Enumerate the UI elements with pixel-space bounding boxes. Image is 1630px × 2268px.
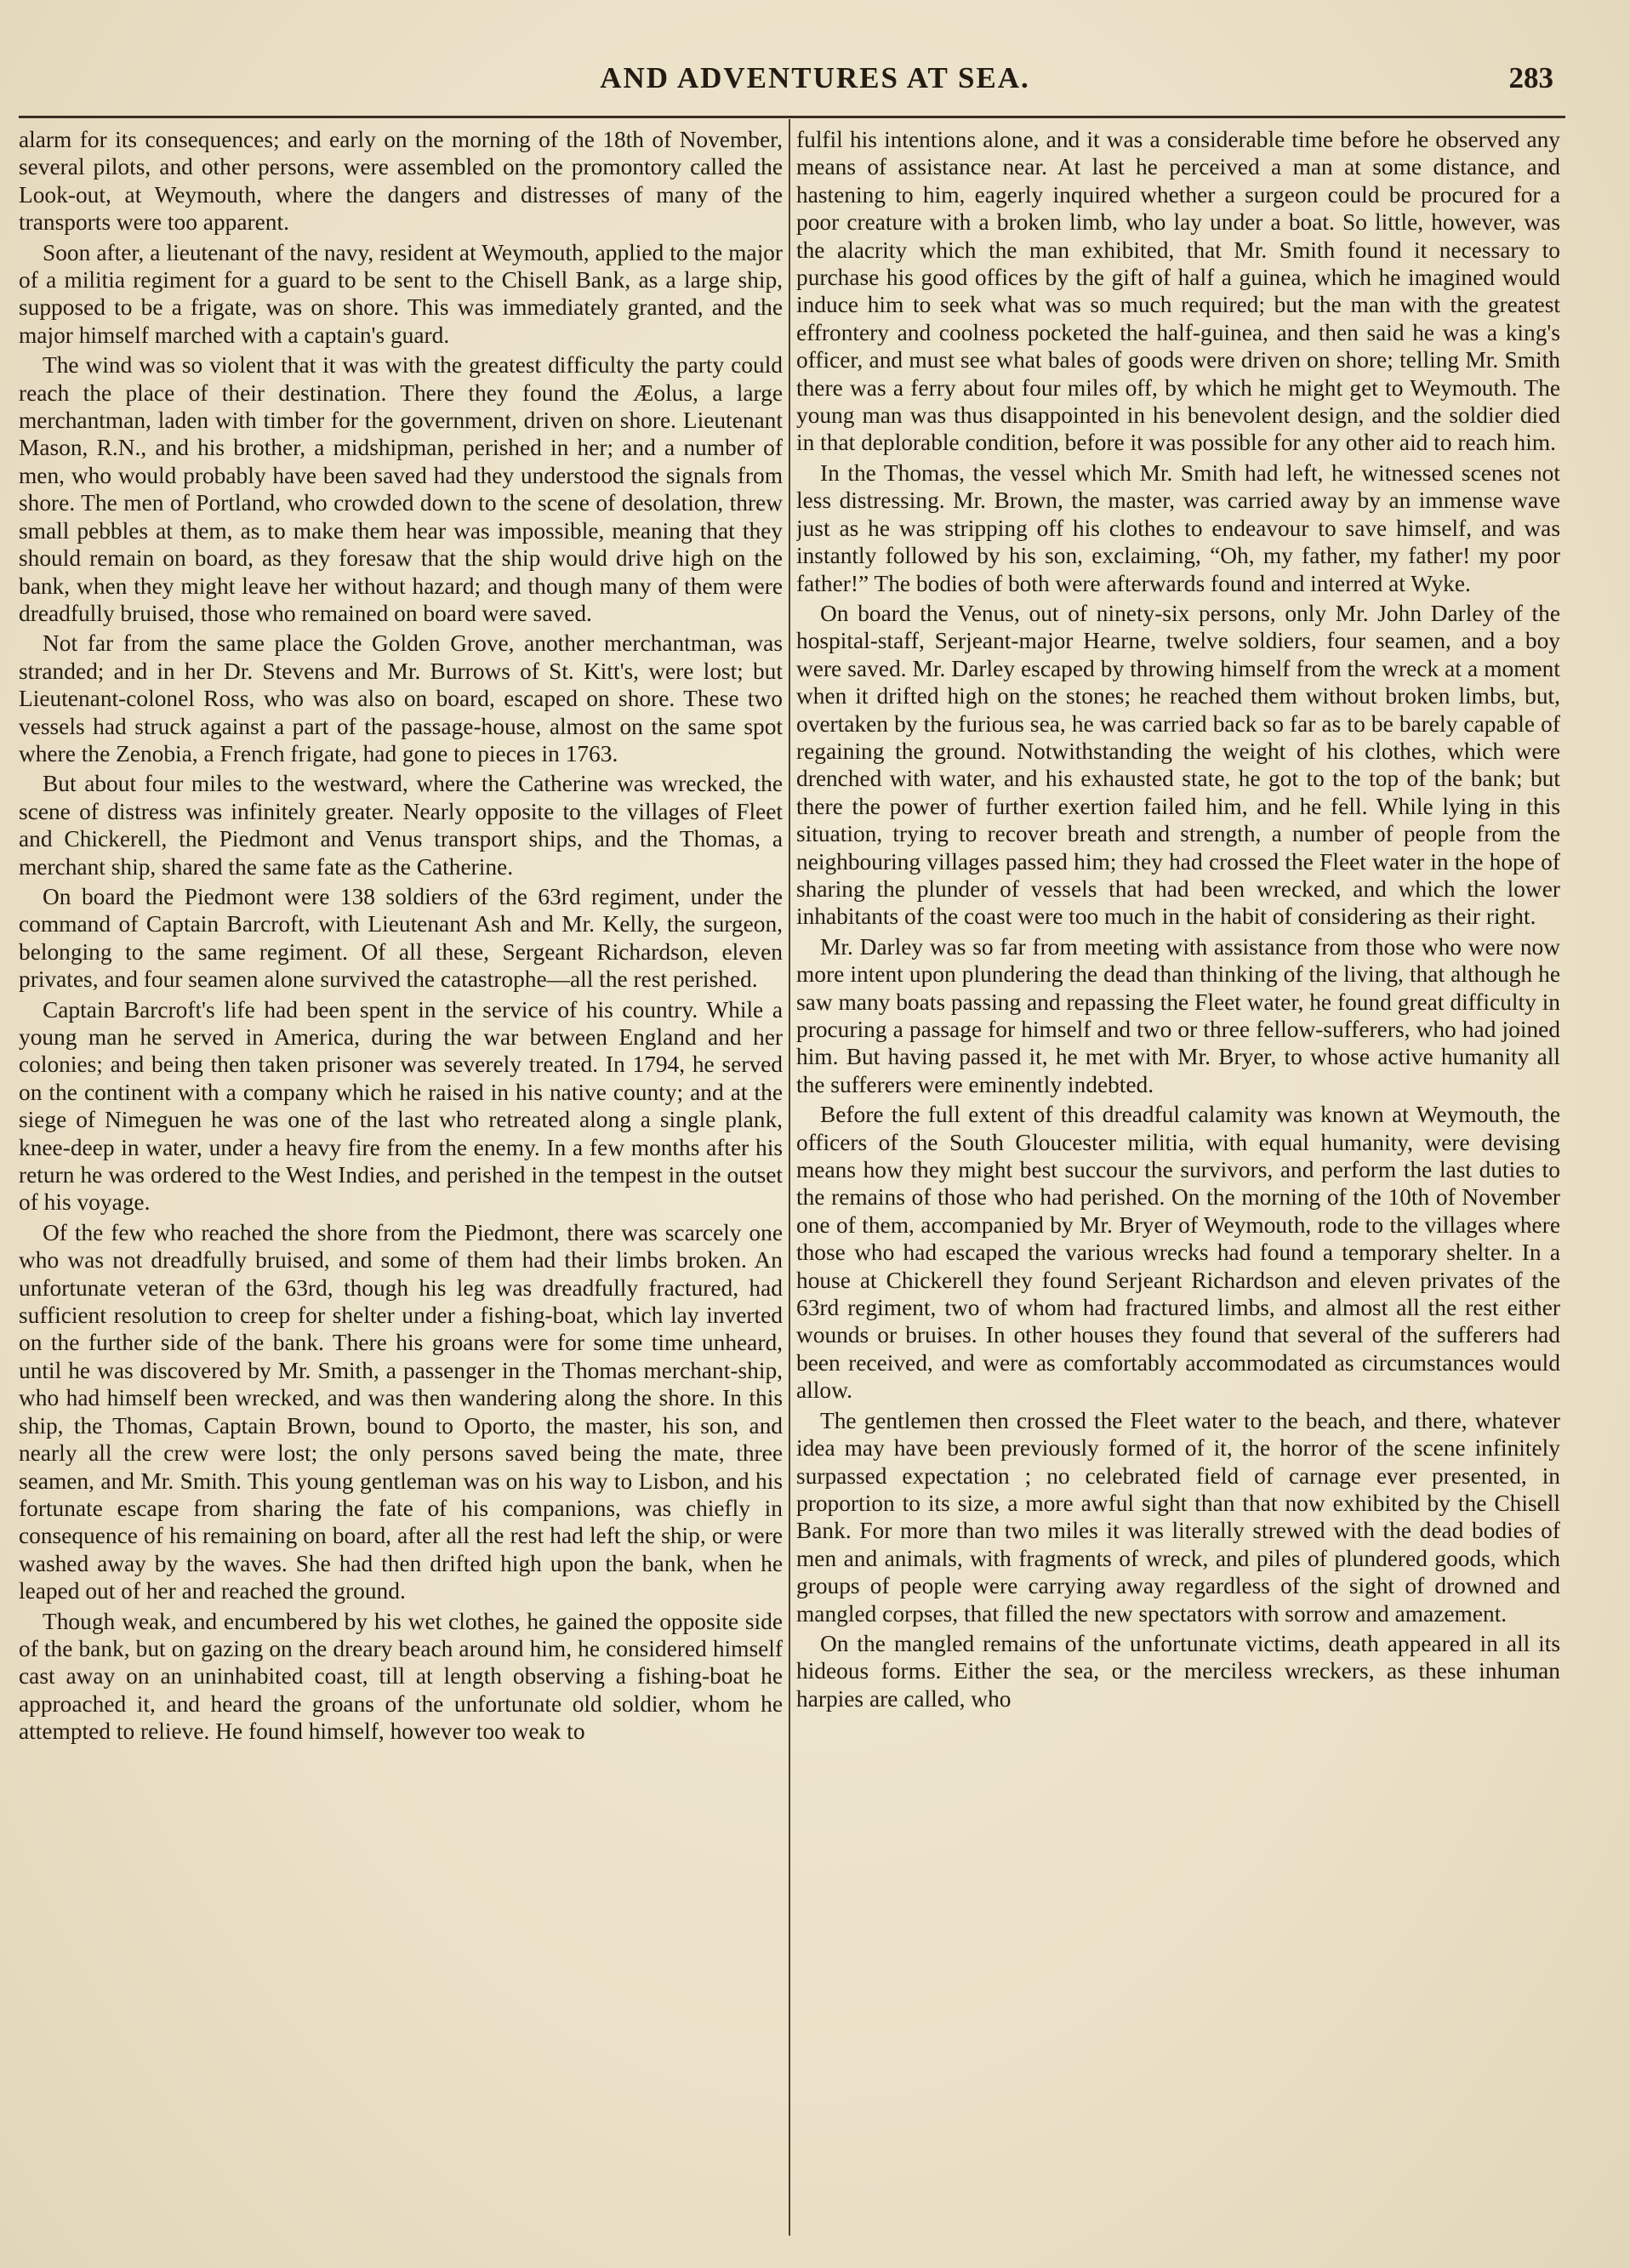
paragraph: But about four miles to the westward, where the Catherine was wrecked, the scene of distress was infinitely greater. Nearly opposite to the villages of Fleet and Chickerell, the Piedmont and Venus transport ships, and the Thomas, a merchant ship, shared the same fate as the Catherine.: [19, 771, 783, 880]
paragraph: Though weak, and encumbered by his wet clothes, he gained the opposite side of the bank, but on gazing on the dreary beach around him, he considered himself cast away on an uninhabited coast, till at length observing a fishing-boat he approached it, and heard the groans of the unfortunate old soldier, whom he attempted to relieve. He found himself, however too weak to: [19, 1608, 783, 1745]
paragraph: In the Thomas, the vessel which Mr. Smith had left, he witnessed scenes not less distressing. Mr. Brown, the master, was carried away by an immense wave just as he was stripping off his clothes to endeavour to save himself, and was instantly followed by his son, exclaiming, “Oh, my father, my father! my poor father!” The bodies of both were afterwards found and interred at Wyke.: [796, 459, 1560, 596]
header-rule: [19, 116, 1565, 118]
page-number: 283: [1508, 61, 1553, 94]
paragraph: fulfil his intentions alone, and it was a considerable time before he observed any means of assistance near. At last he perceived a man at some distance, and hastening to him, eagerly inquired whether a surgeon could be procured for a poor creature with a broken limb, who lay under a boat. So little, however, was the alacrity which the man exhibited, that Mr. Smith found it necessary to purchase his good offices by the gift of half a guinea, which he imagined would induce him to seek what was so much required; but the man with the greatest effrontery and coolness pocketed the half-guinea, and then said he was a king's officer, and must see what bales of goods were driven on shore; telling Mr. Smith there was a ferry about four miles off, by which he might get to Weymouth. The young man was thus disappointed in his benevolent design, and the soldier died in that deplorable condition, before it was possible for any other aid to reach him.: [796, 127, 1560, 456]
paragraph: The wind was so violent that it was with the greatest difficulty the party could reach the place of their destination. There they found the Æolus, a large merchantman, laden with timber for the government, driven on shore. Lieutenant Mason, R.N., and his brother, a midshipman, perished in her; and a number of men, who would probably have been saved had they understood the signals from shore. The men of Portland, who crowded down to the scene of desolation, threw small pebbles at them, as to make them hear was impossible, meaning that they should remain on board, as they foresaw that the ship would drive high on the bank, when they might leave her without hazard; and though many of them were dreadfully bruised, those who remained on board were saved.: [19, 352, 783, 626]
paragraph: On board the Piedmont were 138 soldiers of the 63rd regiment, under the command of Captain Barcroft, with Lieutenant Ash and Mr. Kelly, the surgeon, belonging to the same regiment. Of all these, Sergeant Richardson, eleven privates, and four seamen alone survived the catastrophe—all the rest perished.: [19, 883, 783, 993]
paragraph: Before the full extent of this dreadful calamity was known at Weymouth, the officers of the South Gloucester militia, with equal humanity, were devising means how they might best succour the survivors, and perform the last duties to the remains of those who had perished. On the morning of the 10th of November one of them, accompanied by Mr. Bryer of Weymouth, rode to the villages where those who had escaped the various wrecks had found a temporary shelter. In a house at Chickerell they found Serjeant Richardson and eleven privates of the 63rd regiment, two of whom had fractured limbs, and almost all the rest either wounds or bruises. In other houses they found that several of the sufferers had been received, and were as comfortably accommodated as circumstances would allow.: [796, 1102, 1560, 1404]
running-head: [0, 61, 1630, 112]
paragraph: Captain Barcroft's life had been spent in the service of his country. While a young man he served in America, during the war between England and her colonies; and being then taken prisoner was severely treated. In 1794, he served on the continent with a company which he raised in his native county; and at the siege of Nimeguen he was one of the last who retreated along a single plank, knee-deep in water, under a heavy fire from the enemy. In a few months after his return he was ordered to the West Indies, and perished in the tempest in the outset of his voyage.: [19, 996, 783, 1216]
paragraph: Soon after, a lieutenant of the navy, resident at Weymouth, applied to the major of a militia regiment for a guard to be sent to the Chisell Bank, as a large ship, supposed to be a frigate, was on shore. This was immediately granted, and the major himself marched with a captain's guard.: [19, 239, 783, 348]
right-column: [796, 126, 1560, 2236]
paragraph: Of the few who reached the shore from the Piedmont, there was scarcely one who was not dreadfully bruised, and some of them had their limbs broken. An unfortunate veteran of the 63rd, though his leg was dreadfully fractured, had sufficient resolution to creep for shelter under a fishing-boat, which lay inverted on the further side of the bank. There his groans were for some time unheard, until he was discovered by Mr. Smith, a passenger in the Thomas merchant-ship, who had himself been wrecked, and was then wandering along the shore. In this ship, the Thomas, Captain Brown, bound to Oporto, the master, his son, and nearly all the crew were lost; the only persons saved being the mate, three seamen, and Mr. Smith. This young gentleman was on his way to Lisbon, and his fortunate escape from sharing the fate of his companions, was chiefly in consequence of his remaining on board, after all the rest had left the ship, or were washed away by the waves. She had then drifted high upon the bank, when he leaped out of her and reached the ground.: [19, 1219, 783, 1604]
paragraph: Not far from the same place the Golden Grove, another merchantman, was stranded; and in her Dr. Stevens and Mr. Burrows of St. Kitt's, were lost; but Lieutenant-colonel Ross, who was also on board, escaped on shore. These two vessels had struck against a part of the passage-house, almost on the same spot where the Zenobia, a French frigate, had gone to pieces in 1763.: [19, 630, 783, 766]
paragraph: On board the Venus, out of ninety-six persons, only Mr. John Darley of the hospital-staff, Serjeant-major Hearne, twelve soldiers, four seamen, and a boy were saved. Mr. Darley escaped by throwing himself from the wreck at a moment when it drifted high on the stones; he reached them without broken limbs, but, overtaken by the furious sea, he was carried back so far as to be barely capable of regaining the ground. Notwithstanding the weight of his clothes, which were drenched with water, and his exhausted state, he got to the top of the bank; but there the power of further exertion failed him, and he fell. While lying in this situation, trying to recover breath and strength, a number of people from the neighbouring villages passed him; they had crossed the Fleet water in the hope of sharing the plunder of vessels that had been wrecked, and which the lower inhabitants of the coast were too much in the habit of considering as their right.: [796, 600, 1560, 930]
paragraph: alarm for its consequences; and early on the morning of the 18th of November, several pilots, and other persons, were assembled on the promontory called the Look-out, at Weymouth, where the dangers and distresses of many of the transports were too apparent.: [19, 127, 783, 236]
paragraph: Mr. Darley was so far from meeting with assistance from those who were now more intent upon plundering the dead than thinking of the living, that although he saw many boats passing and repassing the Fleet water, he found great difficulty in procuring a passage for himself and two or three fellow-sufferers, who had joined him. But having passed it, he met with Mr. Bryer, to whose active humanity all the sufferers were eminently indebted.: [796, 933, 1560, 1097]
column-divider: [789, 119, 790, 2236]
paragraph: The gentlemen then crossed the Fleet water to the beach, and there, whatever idea may have been previously formed of it, the horror of the scene infinitely surpassed expectation ; no celebrated field of carnage ever presented, in proportion to its size, a more awful sight than that now exhibited by the Chisell Bank. For more than two miles it was literally strewed with the dead bodies of men and animals, with fragments of wreck, and piles of plundered goods, which groups of people were carrying away regardless of the sight of drowned and mangled corpses, that filled the new spectators with sorrow and amazement.: [796, 1407, 1560, 1627]
running-title: AND ADVENTURES AT SEA.: [600, 61, 1030, 94]
paragraph: On the mangled remains of the unfortunate victims, death appeared in all its hideous forms. Either the sea, or the merciless wreckers, as these inhuman harpies are called, who: [796, 1630, 1560, 1712]
left-column: [19, 126, 783, 2236]
